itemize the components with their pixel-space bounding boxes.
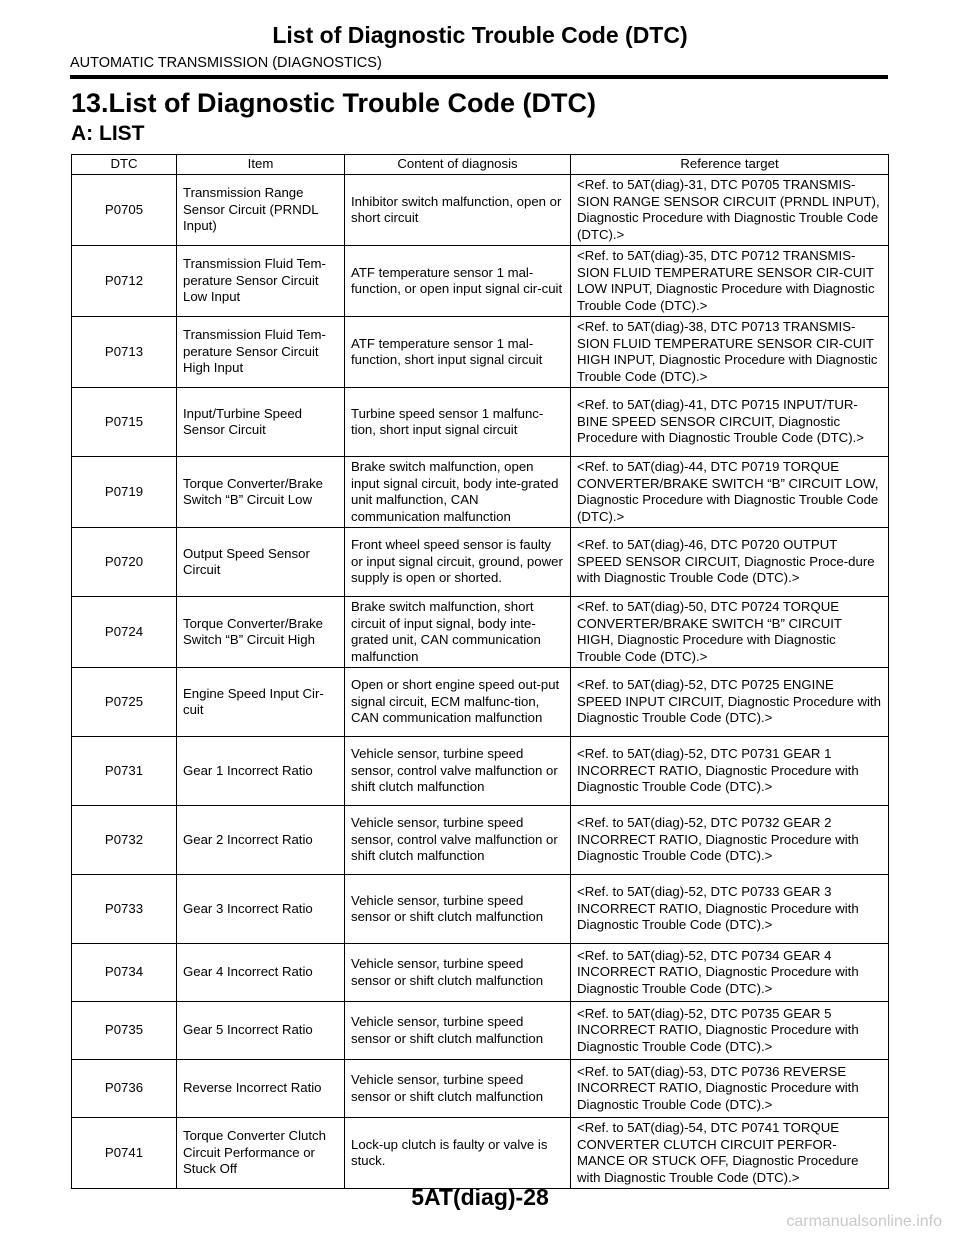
- dtc-code-cell: P0705: [72, 175, 177, 246]
- table-row: [72, 175, 889, 246]
- dtc-code-cell: P0735: [72, 1002, 177, 1060]
- dtc-code-cell: P0713: [72, 317, 177, 388]
- diagnosis-content-cell: ATF temperature sensor 1 mal-function, short input signal circuit: [345, 317, 571, 388]
- diagnosis-content-cell: Turbine speed sensor 1 malfunc-tion, short input signal circuit: [345, 388, 571, 457]
- item-cell: Transmission Range Sensor Circuit (PRNDL Input): [177, 175, 345, 246]
- table-header-row: [72, 155, 889, 175]
- item-cell: Gear 2 Incorrect Ratio: [177, 806, 345, 875]
- table-row: [72, 737, 889, 806]
- table-row: [72, 806, 889, 875]
- diagnosis-content-cell: Brake switch malfunction, open input signal circuit, body inte-grated unit malfunction, CAN communication malfunction: [345, 457, 571, 528]
- table-row: [72, 1060, 889, 1118]
- reference-target-cell: <Ref. to 5AT(diag)-54, DTC P0741 TORQUE CONVERTER CLUTCH CIRCUIT PERFOR-MANCE OR STUCK OFF, Diagnostic Procedure with Diagnostic Trouble Code (DTC).>: [571, 1118, 889, 1189]
- reference-target-cell: <Ref. to 5AT(diag)-46, DTC P0720 OUTPUT SPEED SENSOR CIRCUIT, Diagnostic Proce-dure with Diagnostic Trouble Code (DTC).>: [571, 528, 889, 597]
- column-header-content: Content of diagnosis: [345, 155, 571, 175]
- item-cell: Torque Converter/Brake Switch “B” Circuit Low: [177, 457, 345, 528]
- section-title: 13.List of Diagnostic Trouble Code (DTC): [71, 88, 597, 118]
- dtc-code-cell: P0725: [72, 668, 177, 737]
- table-body: [72, 175, 889, 1189]
- diagnosis-content-cell: Open or short engine speed out-put signal circuit, ECM malfunc-tion, CAN communication malfunction: [345, 668, 571, 737]
- reference-target-cell: <Ref. to 5AT(diag)-44, DTC P0719 TORQUE CONVERTER/BRAKE SWITCH “B” CIRCUIT LOW, Diagnostic Procedure with Diagnostic Trouble Code (DTC).>: [571, 457, 889, 528]
- reference-target-cell: <Ref. to 5AT(diag)-35, DTC P0712 TRANSMIS-SION FLUID TEMPERATURE SENSOR CIR-CUIT LOW INPUT, Diagnostic Procedure with Diagnostic Trouble Code (DTC).>: [571, 246, 889, 317]
- table-row: [72, 944, 889, 1002]
- diagnosis-content-cell: Brake switch malfunction, short circuit of input signal, body inte-grated unit, CAN communication malfunction: [345, 597, 571, 668]
- dtc-code-cell: P0732: [72, 806, 177, 875]
- dtc-code-cell: P0724: [72, 597, 177, 668]
- diagnosis-content-cell: Lock-up clutch is faulty or valve is stuck.: [345, 1118, 571, 1189]
- reference-target-cell: <Ref. to 5AT(diag)-50, DTC P0724 TORQUE CONVERTER/BRAKE SWITCH “B” CIRCUIT HIGH, Diagnostic Procedure with Diagnostic Trouble Code (DTC).>: [571, 597, 889, 668]
- table-row: [72, 388, 889, 457]
- dtc-code-cell: P0733: [72, 875, 177, 944]
- table-row: [72, 597, 889, 668]
- item-cell: Torque Converter Clutch Circuit Performance or Stuck Off: [177, 1118, 345, 1189]
- dtc-table: [71, 154, 889, 1189]
- table-row: [72, 668, 889, 737]
- item-cell: Gear 4 Incorrect Ratio: [177, 944, 345, 1002]
- reference-target-cell: <Ref. to 5AT(diag)-41, DTC P0715 INPUT/TUR-BINE SPEED SENSOR CIRCUIT, Diagnostic Procedure with Diagnostic Trouble Code (DTC).>: [571, 388, 889, 457]
- diagnosis-content-cell: Vehicle sensor, turbine speed sensor or shift clutch malfunction: [345, 1002, 571, 1060]
- reference-target-cell: <Ref. to 5AT(diag)-52, DTC P0725 ENGINE SPEED INPUT CIRCUIT, Diagnostic Procedure with Diagnostic Trouble Code (DTC).>: [571, 668, 889, 737]
- column-header-dtc: DTC: [72, 155, 177, 175]
- reference-target-cell: <Ref. to 5AT(diag)-31, DTC P0705 TRANSMIS-SION RANGE SENSOR CIRCUIT (PRNDL INPUT), Diagnostic Procedure with Diagnostic Trouble Code (DTC).>: [571, 175, 889, 246]
- item-cell: Transmission Fluid Tem-perature Sensor Circuit High Input: [177, 317, 345, 388]
- reference-target-cell: <Ref. to 5AT(diag)-52, DTC P0735 GEAR 5 INCORRECT RATIO, Diagnostic Procedure with Diagnostic Trouble Code (DTC).>: [571, 1002, 889, 1060]
- subsection-title: A: LIST: [71, 122, 145, 145]
- diagnosis-content-cell: ATF temperature sensor 1 mal-function, or open input signal cir-cuit: [345, 246, 571, 317]
- reference-target-cell: <Ref. to 5AT(diag)-52, DTC P0733 GEAR 3 INCORRECT RATIO, Diagnostic Procedure with Diagnostic Trouble Code (DTC).>: [571, 875, 889, 944]
- diagnosis-content-cell: Front wheel speed sensor is faulty or input signal circuit, ground, power supply is open or shorted.: [345, 528, 571, 597]
- item-cell: Gear 1 Incorrect Ratio: [177, 737, 345, 806]
- table-row: [72, 1118, 889, 1189]
- dtc-code-cell: P0731: [72, 737, 177, 806]
- dtc-code-cell: P0734: [72, 944, 177, 1002]
- item-cell: Engine Speed Input Cir-cuit: [177, 668, 345, 737]
- reference-target-cell: <Ref. to 5AT(diag)-52, DTC P0734 GEAR 4 INCORRECT RATIO, Diagnostic Procedure with Diagnostic Trouble Code (DTC).>: [571, 944, 889, 1002]
- item-cell: Output Speed Sensor Circuit: [177, 528, 345, 597]
- item-cell: Torque Converter/Brake Switch “B” Circuit High: [177, 597, 345, 668]
- dtc-code-cell: P0720: [72, 528, 177, 597]
- diagnosis-content-cell: Vehicle sensor, turbine speed sensor, control valve malfunction or shift clutch malfunction: [345, 806, 571, 875]
- dtc-code-cell: P0715: [72, 388, 177, 457]
- item-cell: Reverse Incorrect Ratio: [177, 1060, 345, 1118]
- diagnosis-content-cell: Inhibitor switch malfunction, open or short circuit: [345, 175, 571, 246]
- reference-target-cell: <Ref. to 5AT(diag)-53, DTC P0736 REVERSE INCORRECT RATIO, Diagnostic Procedure with Diagnostic Trouble Code (DTC).>: [571, 1060, 889, 1118]
- diagnosis-content-cell: Vehicle sensor, turbine speed sensor, control valve malfunction or shift clutch malfunction: [345, 737, 571, 806]
- header-divider: [70, 75, 888, 79]
- dtc-code-cell: P0712: [72, 246, 177, 317]
- table-row: [72, 317, 889, 388]
- item-cell: Gear 3 Incorrect Ratio: [177, 875, 345, 944]
- page-header-subtitle: AUTOMATIC TRANSMISSION (DIAGNOSTICS): [70, 55, 382, 71]
- column-header-item: Item: [177, 155, 345, 175]
- page-header-title: List of Diagnostic Trouble Code (DTC): [272, 22, 688, 48]
- table-row: [72, 1002, 889, 1060]
- diagnosis-content-cell: Vehicle sensor, turbine speed sensor or shift clutch malfunction: [345, 1060, 571, 1118]
- dtc-code-cell: P0736: [72, 1060, 177, 1118]
- table-row: [72, 528, 889, 597]
- watermark: carmanualsonline.info: [786, 1213, 942, 1230]
- dtc-code-cell: P0719: [72, 457, 177, 528]
- column-header-reference: Reference target: [571, 155, 889, 175]
- reference-target-cell: <Ref. to 5AT(diag)-38, DTC P0713 TRANSMIS-SION FLUID TEMPERATURE SENSOR CIR-CUIT HIGH INPUT, Diagnostic Procedure with Diagnostic Trouble Code (DTC).>: [571, 317, 889, 388]
- table-row: [72, 246, 889, 317]
- diagnosis-content-cell: Vehicle sensor, turbine speed sensor or shift clutch malfunction: [345, 875, 571, 944]
- reference-target-cell: <Ref. to 5AT(diag)-52, DTC P0731 GEAR 1 INCORRECT RATIO, Diagnostic Procedure with Diagnostic Trouble Code (DTC).>: [571, 737, 889, 806]
- page-number: 5AT(diag)-28: [411, 1184, 549, 1210]
- item-cell: Transmission Fluid Tem-perature Sensor Circuit Low Input: [177, 246, 345, 317]
- reference-target-cell: <Ref. to 5AT(diag)-52, DTC P0732 GEAR 2 INCORRECT RATIO, Diagnostic Procedure with Diagnostic Trouble Code (DTC).>: [571, 806, 889, 875]
- diagnosis-content-cell: Vehicle sensor, turbine speed sensor or shift clutch malfunction: [345, 944, 571, 1002]
- item-cell: Gear 5 Incorrect Ratio: [177, 1002, 345, 1060]
- dtc-code-cell: P0741: [72, 1118, 177, 1189]
- table-row: [72, 457, 889, 528]
- item-cell: Input/Turbine Speed Sensor Circuit: [177, 388, 345, 457]
- table-row: [72, 875, 889, 944]
